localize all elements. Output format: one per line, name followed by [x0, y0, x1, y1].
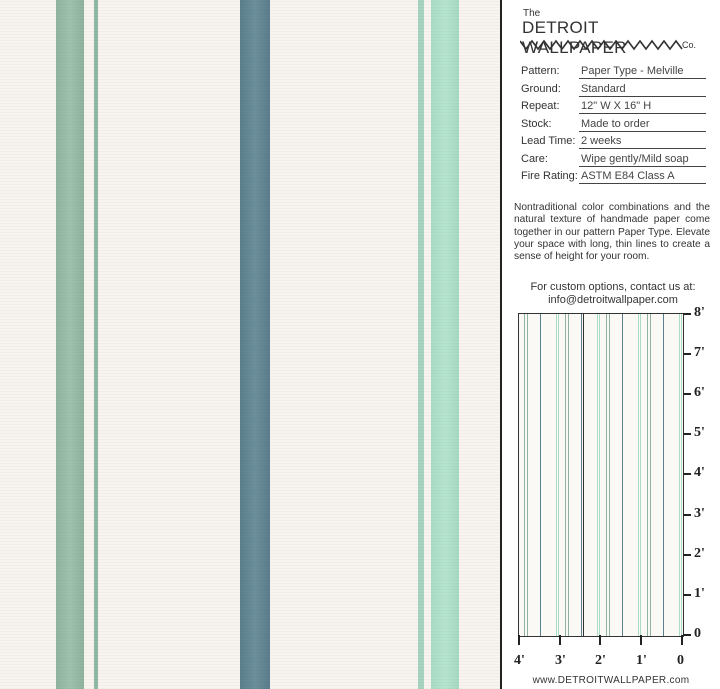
- brand-logo: [520, 8, 700, 58]
- spec-value: Wipe gently/Mild soap: [579, 153, 706, 167]
- mini-stripe: [606, 314, 607, 636]
- mini-stripe: [581, 314, 582, 636]
- spec-value: Paper Type - Melville: [579, 65, 706, 79]
- spec-label: Care:: [521, 152, 548, 165]
- spec-row-lead-time: [521, 133, 706, 151]
- width-tick: [640, 635, 642, 645]
- height-label: 0: [694, 626, 701, 641]
- spec-value: Made to order: [579, 118, 706, 132]
- mini-stripe: [640, 314, 641, 636]
- height-label: 3': [694, 506, 705, 521]
- width-tick: [681, 635, 683, 645]
- height-label: 4': [694, 465, 705, 480]
- height-tick: [683, 594, 691, 596]
- spec-row-ground: [521, 81, 706, 99]
- height-tick: [683, 353, 691, 355]
- mini-stripe: [622, 314, 623, 636]
- height-tick: [683, 393, 691, 395]
- repeat-divider-line: [583, 313, 584, 637]
- spec-row-pattern: [521, 63, 706, 81]
- contact-email[interactable]: info@detroitwallpaper.com: [548, 294, 678, 306]
- height-tick: [683, 634, 691, 636]
- height-label: 8': [694, 305, 705, 320]
- height-tick: [683, 313, 691, 315]
- logo-co: Co.: [681, 40, 696, 50]
- width-label: 0: [677, 653, 684, 668]
- spec-label: Lead Time:: [521, 135, 576, 147]
- width-label: 4': [514, 653, 525, 668]
- contact-line: For custom options, contact us at:: [530, 281, 696, 293]
- logo-the: The: [523, 8, 541, 19]
- height-tick: [683, 433, 691, 435]
- height-label: 6': [694, 385, 705, 400]
- mini-stripe: [565, 314, 566, 636]
- width-label: 1': [636, 653, 647, 668]
- mini-stripe: [524, 314, 525, 636]
- spec-value: Standard: [579, 83, 706, 97]
- mini-stripe: [568, 314, 569, 636]
- mini-stripe: [599, 314, 600, 636]
- mini-stripe: [663, 314, 664, 636]
- mini-stripe: [558, 314, 559, 636]
- logo-name: DETROIT WALLPAPER: [522, 18, 627, 57]
- mini-stripe: [650, 314, 651, 636]
- width-label: 3': [555, 653, 566, 668]
- pattern-description: Nontraditional color combinations and the natural texture of handmade paper come together in our pattern Paper Type. Elevate your space with long, thin lines to create a sense of height for your room.: [514, 202, 710, 263]
- width-tick: [599, 635, 601, 645]
- mini-stripe: [638, 314, 639, 636]
- height-tick: [683, 514, 691, 516]
- spec-row-repeat: [521, 98, 706, 116]
- mini-stripe: [540, 314, 541, 636]
- mini-stripe: [647, 314, 648, 636]
- height-label: 2': [694, 546, 705, 561]
- spec-label: Repeat:: [521, 100, 560, 112]
- spec-value: ASTM E84 Class A: [579, 170, 706, 184]
- spec-row-stock: [521, 116, 706, 134]
- height-label: 5': [694, 425, 705, 440]
- spec-label: Pattern:: [521, 65, 560, 77]
- height-tick: [683, 554, 691, 556]
- mini-stripe: [527, 314, 528, 636]
- spec-row-care: [521, 151, 706, 169]
- spec-value: 12" W X 16" H: [579, 100, 706, 114]
- spec-panel: [502, 0, 720, 689]
- spec-label: Stock:: [521, 117, 552, 130]
- website-url[interactable]: www.DETROITWALLPAPER.com: [532, 675, 690, 686]
- spec-value: 2 weeks: [579, 135, 706, 149]
- zigzag-icon: [520, 39, 700, 51]
- contact-block: [510, 281, 716, 307]
- mini-stripe: [681, 314, 682, 636]
- mini-stripe: [556, 314, 557, 636]
- height-label: 7': [694, 345, 705, 360]
- spec-label: Ground:: [521, 82, 561, 95]
- width-label: 2': [595, 653, 606, 668]
- spec-label: Fire Rating:: [521, 170, 578, 182]
- spec-row-fire-rating: [521, 168, 706, 186]
- width-tick: [559, 635, 561, 645]
- height-tick: [683, 473, 691, 475]
- scale-diagram: [518, 313, 684, 637]
- spec-list: [521, 63, 706, 186]
- mini-stripe: [597, 314, 598, 636]
- height-label: 1': [694, 586, 705, 601]
- mini-stripe: [609, 314, 610, 636]
- mini-stripe: [679, 314, 680, 636]
- width-tick: [518, 635, 520, 645]
